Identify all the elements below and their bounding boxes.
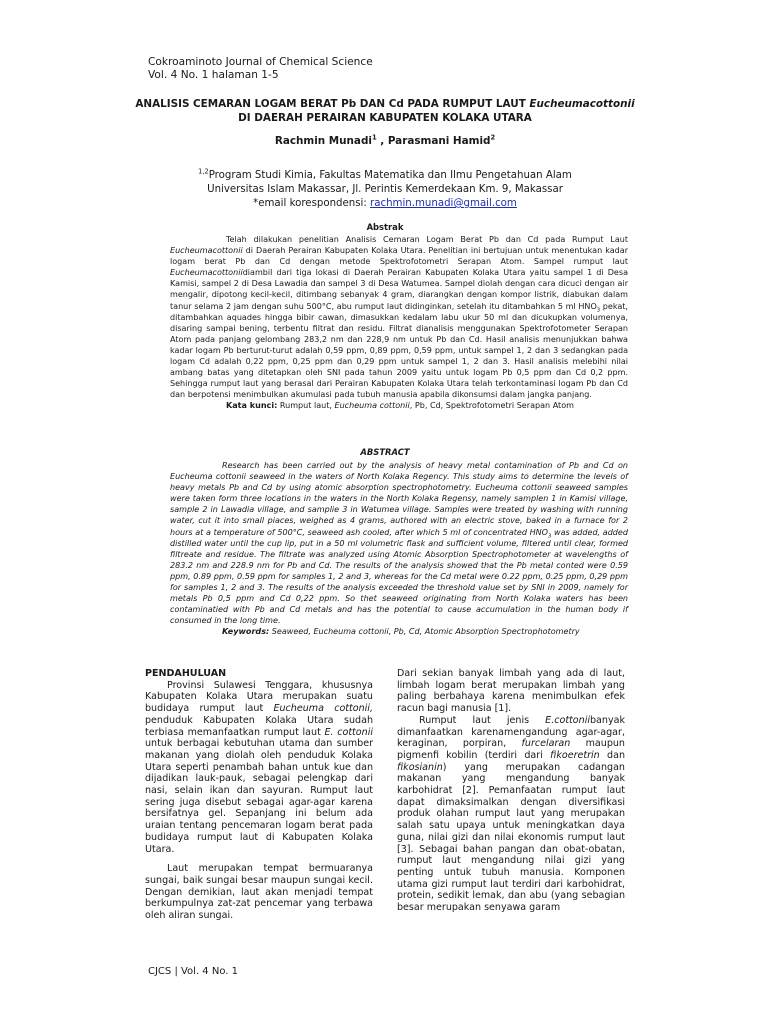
abstract-text-1: Research has been carried out by the analysis of heavy metal contamination of Pb and Cd on Eucheuma cottonii seaweed in the waters of North Kolaka Regency. This study aims to determine the levels of heavy metals Pb and Cd by using atomic absorption spectrophotometry. Eucheuma cottonii seaweed samples were taken form three locations in the waters in the North Kolaka Regensy, namely samplen 1 in Kamisi village, sample 2 in Lawadia village, and samplie 3 in Watumea village. Samples were treated by washing with running water, cut it into small piaces, weighed as 4 grams, authored with an electric stove, baked in a furnace for 2 hours at a temperature of 500°C, seaweed ash cooled, after which 5 ml of concentrated HNO bbox=[170, 461, 628, 537]
kata-kunci-text-2: , Pb, Cd, Spektrofotometri Serapan Atom bbox=[409, 401, 574, 411]
intro-species-1: Eucheuma cottonii, bbox=[273, 703, 373, 715]
keywords-label: Keywords: bbox=[222, 627, 270, 637]
abstrak-species-2: Eucheumacottonii bbox=[170, 268, 243, 278]
abstrak-text-2: di Daerah Perairan Kabupaten Kolaka Utara. Penelitian ini bertujuan untuk menentukan kadar logam berat Pb dan Cd dengan metode Spektrofotometri Serapan Atom. Sampel rumput laut bbox=[170, 246, 628, 267]
journal-volume: Vol. 4 No. 1 halaman 1-5 bbox=[148, 68, 279, 81]
abstrak-species-1: Eucheumacottonii bbox=[170, 246, 243, 256]
abstrak-heading: Abstrak bbox=[366, 222, 404, 232]
intro-text-1a: Provinsi Sulawesi Tenggara, khususnya Kabupaten Kolaka Utara merupakan suatu budidaya rumput laut bbox=[145, 679, 373, 715]
abstrak-body bbox=[170, 234, 628, 412]
kata-kunci bbox=[170, 400, 628, 411]
affiliation-sup: 1,2 bbox=[198, 167, 209, 176]
affiliation bbox=[120, 169, 650, 211]
right-term-fikosianin: fikosianin bbox=[397, 761, 443, 773]
email-line bbox=[120, 197, 650, 211]
affiliation-line-1-text: Program Studi Kimia, Fakultas Matematika dan Ilmu Pengetahuan Alam bbox=[208, 170, 572, 181]
author-2: Parasmani Hamid bbox=[387, 135, 491, 147]
affiliation-line-1 bbox=[120, 169, 650, 183]
abstrak-paragraph bbox=[170, 234, 628, 400]
abstract-heading: ABSTRACT bbox=[360, 447, 410, 457]
abstrak-text-3: diambil dari tiga lokasi di Daerah Perairan Kabupaten Kolaka Utara yaitu sampel 1 di Desa Kamisi, sampel 2 di Desa Lawadia dan sampel 3 di Desa Watumea. Sampel diolah dengan cara dicuci dengan air mengalir, dipotong kecil-kecil, ditimbang sebanyak 4 gram, diarangkan dengan kompor listrik, diabukan dalam tanur selama 2 jam dengan suhu 500°C, abu rumput laut didinginkan, setelah itu ditambahkan 5 ml HNO bbox=[170, 268, 628, 311]
email-label: *email korespondensi: bbox=[253, 198, 371, 209]
email-link[interactable]: rachmin.munadi@gmail.com bbox=[370, 198, 517, 209]
intro-species-2: E. cottonii bbox=[324, 726, 373, 738]
abstract-paragraph bbox=[170, 460, 628, 626]
right-term-furcelaran: furcelaran bbox=[521, 738, 571, 750]
page-footer: CJCS | Vol. 4 No. 1 bbox=[148, 966, 238, 977]
kata-kunci-label: Kata kunci: bbox=[226, 401, 278, 411]
affiliation-line-2: Universitas Islam Makassar, Jl. Perintis Kemerdekaan Km. 9, Makassar bbox=[207, 184, 563, 195]
right-text-2b: banyak dimanfaatkan karenamengandung agar-agar, keraginan, porpiran, bbox=[397, 714, 625, 750]
journal-name: Cokroaminoto Journal of Chemical Science bbox=[148, 56, 373, 68]
right-term-fikoeretrin: fikoeretrin bbox=[550, 749, 600, 761]
abstrak-subscript: 3 bbox=[596, 307, 601, 314]
right-column bbox=[397, 668, 625, 914]
intro-text-1c: untuk berbagai kebutuhan utama dan sumber makanan yang diolah oleh penduduk Kolaka Utara seperti penambah bahan untuk kue dan dijadikan lauk-pauk, sebagai pelengkap dari nasi, selain ikan dan sayuran. Rumput laut sering juga disebut sebagai agar-agar karena bersifatnya gel. Sepanjang ini belum ada uraian tentang pencemaran logam berat pada budidaya rumput laut di Kabupaten Kolaka Utara. bbox=[145, 738, 373, 855]
left-column bbox=[145, 668, 373, 922]
abstrak-text-4: pekat, ditambahkan aquades hingga bibir cawan, dimasukkan kedalam labu ukur 50 ml dan dicukupkan volumenya, disaring sampai bening, terbentu filtrat dan residu. Filtrat dianalisis menggunakan Spektrofotometer Serapan Atom pada panjang gelombang 283,2 nm dan 228,9 nm untuk Pb dan Cd. Hasil analisis menunjukkan bahwa kadar logam Pb berturut-turut adalah 0,59 ppm, 0,89 ppm, 0,59 ppm, untuk sampel 1, 2 dan 3 sedangkan pada logam Cd adalah 0,22 ppm, 0,25 ppm dan 0,29 ppm untuk sampel 1, 2 dan 3. Hasil analisis melebihi nilai ambang batas yang ditetapkan oleh SNI pada tahun 2009 yaitu untuk logam Pb 0,5 ppm dan Cd 0,2 ppm. Sehingga rumput laut yang berasal dari Perairan Kabupaten Kolaka Utara telah terkontaminasi logam Pb dan Cd dan berpotensi menimbulkan akumulasi pada tubuh manusia apabila dikonsumsi dalam jangka panjang. bbox=[170, 301, 628, 400]
abstract-subscript: 3 bbox=[548, 533, 552, 540]
right-paragraph-2 bbox=[397, 715, 625, 914]
keywords bbox=[170, 626, 628, 637]
author-1-sup: 1 bbox=[371, 133, 377, 142]
title-species: Eucheumacottonii bbox=[529, 98, 635, 110]
author-2-sup: 2 bbox=[490, 133, 496, 142]
title-line-2: DI DAERAH PERAIRAN KABUPATEN KOLAKA UTARA bbox=[238, 112, 532, 124]
keywords-text: Seaweed, Eucheuma cottonii, Pb, Cd, Atomic Absorption Spectrophotometry bbox=[269, 627, 580, 637]
right-text-2e: ) yang merupakan cadangan makanan yang mengandung banyak karbohidrat [2]. Pemanfaatan rumput laut dapat dimaksimalkan dengan diversifikasi produk olahan rumput laut yang merupakan salah satu upaya untuk meningkatkan daya guna, nilai gizi dan nilai ekonomis rumput laut [3]. Sebagai bahan pangan dan obat-obatan, rumput laut mengandung nilai gizi yang penting untuk tubuh manusia. Komponen utama gizi rumput laut terdiri dari karbohidrat, protein, sedikit lemak, dan abu (yang sebagian besar merupakan senyawa garam bbox=[397, 761, 625, 914]
intro-text-1b: penduduk Kabupaten Kolaka Utara sudah terbiasa memanfaatkan rumput laut bbox=[145, 714, 373, 738]
section-heading: PENDAHULUAN bbox=[145, 668, 227, 679]
abstract-body bbox=[170, 460, 628, 638]
right-text-2c: maupun pigmenfi kobilin (terdiri dari bbox=[397, 738, 625, 761]
intro-paragraph-2: Laut merupakan tempat bermuaranya sungai, baik sungai besar maupun sungai kecil. Dengan demikian, laut akan menjadi tempat berkumpulnya zat-zat pencemar yang terbawa oleh aliran sungai. bbox=[145, 863, 373, 922]
abstract-text-2: was added, added distilled water until the cup lip, put in a 50 ml volumetric flask and sufficient volume, filtered until clear, formed filtreate and residue. The filtrate was analyzed using Atomic Absorption Spectrophotometer at wavelengths of 283.2 nm and 228.9 nm for Pb and Cd. The results of the analysis showed that the Pb metal conted were 0.59 ppm, 0.89 ppm, 0.59 ppm for samples 1, 2 and 3, whereas for the Cd metal were 0.22 ppm, 0.25 ppm, 0,29 ppm for samples 1, 2 and 3. The results of the analysis exceeded the threshold value set by SNI in 2009, namely for metals Pb 0,5 ppm and Cd 0,22 ppm. So thet seaweed originating from North Kolaka waters has been contaminatied with Pb and Cd metals and has the potential to cause accumulation in the human body if consumed in the long time. bbox=[170, 527, 628, 626]
right-text-2d: dan bbox=[599, 749, 626, 761]
title-line-1 bbox=[120, 97, 650, 111]
abstrak-text-1: Telah dilakukan penelitian Analisis Cemaran Logam Berat Pb dan Cd pada Rumput Laut bbox=[226, 235, 628, 244]
title-line-1-text: ANALISIS CEMARAN LOGAM BERAT Pb DAN Cd PADA RUMPUT LAUT bbox=[135, 98, 530, 110]
journal-header bbox=[148, 56, 373, 81]
paper-title bbox=[120, 97, 650, 125]
author-1: Rachmin Munadi bbox=[274, 135, 372, 147]
right-text-2a: Rumput laut jenis bbox=[419, 714, 546, 726]
right-species-1: E.cottonii bbox=[545, 714, 590, 726]
kata-kunci-text-1: Rumput laut, bbox=[277, 401, 335, 411]
author-separator: , bbox=[376, 135, 388, 147]
right-paragraph-1: Dari sekian banyak limbah yang ada di laut, limbah logam berat merupakan limbah yang paling berbahaya karena menimbulkan efek racun bagi manusia [1]. bbox=[397, 668, 625, 715]
intro-paragraph-1 bbox=[145, 680, 373, 856]
kata-kunci-species: Eucheuma cottonii bbox=[334, 401, 410, 411]
author-list bbox=[120, 135, 650, 147]
